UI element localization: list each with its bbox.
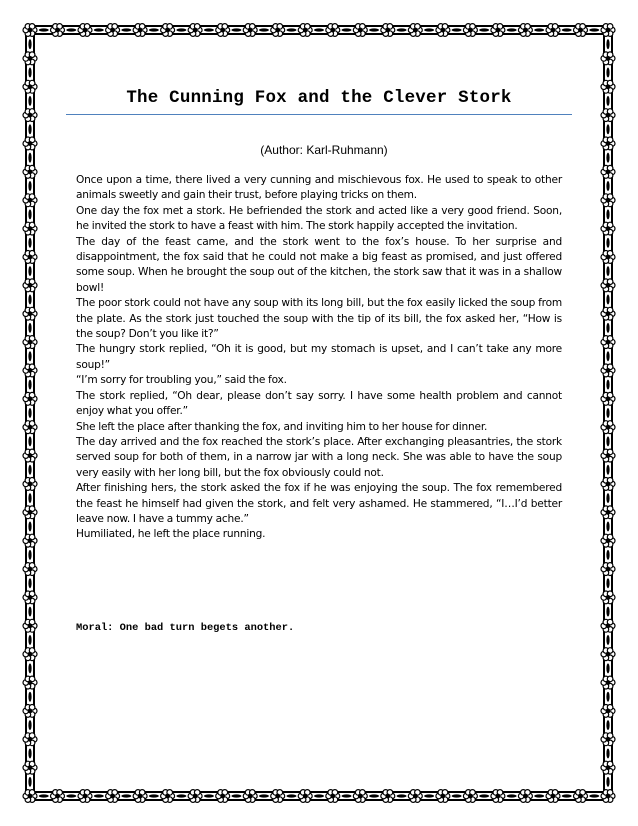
leaf-ornament-icon <box>28 96 31 106</box>
leaf-ornament-icon <box>606 181 609 191</box>
flower-ornament-icon <box>326 24 340 37</box>
leaf-ornament-icon <box>66 794 76 797</box>
leaf-ornament-icon <box>606 295 609 305</box>
leaf-ornament-icon <box>39 794 49 797</box>
flower-ornament-icon <box>381 790 395 803</box>
flower-ornament-icon <box>23 421 37 434</box>
leaf-ornament-icon <box>606 238 609 248</box>
flower-ornament-icon <box>23 137 37 150</box>
leaf-ornament-icon <box>28 692 31 702</box>
flower-ornament-icon <box>601 24 615 37</box>
flower-ornament-icon <box>601 761 615 774</box>
leaf-ornament-icon <box>606 408 609 418</box>
flower-ornament-icon <box>601 364 615 377</box>
flower-ornament-icon <box>23 336 37 349</box>
story-paragraph: After finishing hers, the stork asked the fox if he was enjoying the soup. The fox remembered the feast he himself had given the stork, and felt very ashamed. He stammered, “I…I’d better leave now. I have a tummy ache.” <box>76 482 562 525</box>
leaf-ornament-icon <box>28 39 31 49</box>
leaf-ornament-icon <box>28 748 31 758</box>
flower-ornament-icon <box>601 222 615 235</box>
leaf-ornament-icon <box>507 28 517 31</box>
leaf-ornament-icon <box>606 493 609 503</box>
flower-ornament-icon <box>23 24 37 37</box>
leaf-ornament-icon <box>479 28 489 31</box>
leaf-ornament-icon <box>606 380 609 390</box>
leaf-ornament-icon <box>424 794 434 797</box>
leaf-ornament-icon <box>28 124 31 134</box>
flower-ornament-icon <box>601 506 615 519</box>
flower-ornament-icon <box>23 109 37 122</box>
leaf-ornament-icon <box>259 794 269 797</box>
leaf-ornament-icon <box>28 777 31 787</box>
leaf-ornament-icon <box>606 153 609 163</box>
flower-ornament-icon <box>436 24 450 37</box>
leaf-ornament-icon <box>66 28 76 31</box>
flower-ornament-icon <box>23 364 37 377</box>
flower-ornament-icon <box>23 733 37 746</box>
leaf-ornament-icon <box>424 28 434 31</box>
leaf-ornament-icon <box>606 550 609 560</box>
flower-ornament-icon <box>78 24 92 37</box>
leaf-ornament-icon <box>28 720 31 730</box>
leaf-ornament-icon <box>39 28 49 31</box>
leaf-ornament-icon <box>606 720 609 730</box>
flower-ornament-icon <box>23 392 37 405</box>
flower-ornament-icon <box>408 24 422 37</box>
flower-ornament-icon <box>491 790 505 803</box>
story-paragraph: Humiliated, he left the place running. <box>76 528 266 541</box>
flower-ornament-icon <box>601 591 615 604</box>
flower-ornament-icon <box>601 790 615 803</box>
flower-ornament-icon <box>601 534 615 547</box>
leaf-ornament-icon <box>606 266 609 276</box>
flower-ornament-icon <box>243 24 257 37</box>
leaf-ornament-icon <box>259 28 269 31</box>
leaf-ornament-icon <box>342 28 352 31</box>
flower-ornament-icon <box>216 24 230 37</box>
flower-ornament-icon <box>23 165 37 178</box>
leaf-ornament-icon <box>121 794 131 797</box>
flower-ornament-icon <box>161 790 175 803</box>
leaf-ornament-icon <box>28 209 31 219</box>
story-paragraph: The poor stork could not have any soup with its long bill, but the fox easily licked the soup from the plate. As the stork just touched the soup with the tip of its bill, the fox asked her, “How is the soup? Don’t you like it?” <box>76 297 562 341</box>
leaf-ornament-icon <box>28 408 31 418</box>
flower-ornament-icon <box>23 251 37 264</box>
leaf-ornament-icon <box>28 635 31 645</box>
leaf-ornament-icon <box>28 436 31 446</box>
flower-ornament-icon <box>23 52 37 65</box>
leaf-ornament-icon <box>94 794 104 797</box>
leaf-ornament-icon <box>606 578 609 588</box>
leaf-ornament-icon <box>606 777 609 787</box>
flower-ornament-icon <box>601 733 615 746</box>
leaf-ornament-icon <box>534 28 544 31</box>
flower-ornament-icon <box>161 24 175 37</box>
story-paragraph: One day the fox met a stork. He befriended the stork and acted like a very good friend. Soon, he invited the stork to have a feast with him. The stork happily accepted the invitation. <box>76 204 562 233</box>
leaf-ornament-icon <box>562 28 572 31</box>
story-paragraph: She left the place after thanking the fox, and inviting him to her house for dinner. <box>76 420 488 433</box>
flower-ornament-icon <box>408 790 422 803</box>
flower-ornament-icon <box>243 790 257 803</box>
flower-ornament-icon <box>51 24 65 37</box>
leaf-ornament-icon <box>606 323 609 333</box>
flower-ornament-icon <box>601 705 615 718</box>
leaf-ornament-icon <box>397 794 407 797</box>
flower-ornament-icon <box>518 790 532 803</box>
flower-ornament-icon <box>601 307 615 320</box>
flower-ornament-icon <box>23 790 37 803</box>
flower-ornament-icon <box>601 336 615 349</box>
flower-ornament-icon <box>23 506 37 519</box>
author-line: (Author: Karl-Ruhmann) <box>260 143 388 157</box>
flower-ornament-icon <box>601 80 615 93</box>
leaf-ornament-icon <box>28 380 31 390</box>
leaf-ornament-icon <box>314 794 324 797</box>
flower-ornament-icon <box>23 307 37 320</box>
leaf-ornament-icon <box>342 794 352 797</box>
story-paragraph: “I’m sorry for troubling you,” said the fox. <box>76 374 287 387</box>
leaf-ornament-icon <box>606 436 609 446</box>
story-paragraph: The hungry stork replied, “Oh it is good, but my stomach is upset, and I can’t take any more soup!” <box>76 343 562 371</box>
leaf-ornament-icon <box>28 578 31 588</box>
flower-ornament-icon <box>601 109 615 122</box>
leaf-ornament-icon <box>606 748 609 758</box>
flower-ornament-icon <box>23 563 37 576</box>
leaf-ornament-icon <box>28 550 31 560</box>
flower-ornament-icon <box>601 449 615 462</box>
flower-ornament-icon <box>106 24 120 37</box>
leaf-ornament-icon <box>606 663 609 673</box>
leaf-ornament-icon <box>176 794 186 797</box>
flower-ornament-icon <box>23 761 37 774</box>
leaf-ornament-icon <box>606 607 609 617</box>
leaf-ornament-icon <box>149 28 159 31</box>
flower-ornament-icon <box>106 790 120 803</box>
flower-ornament-icon <box>601 563 615 576</box>
leaf-ornament-icon <box>28 153 31 163</box>
flower-ornament-icon <box>188 24 202 37</box>
flower-ornament-icon <box>326 790 340 803</box>
flower-ornament-icon <box>78 790 92 803</box>
leaf-ornament-icon <box>606 521 609 531</box>
flower-ornament-icon <box>518 24 532 37</box>
flower-ornament-icon <box>23 222 37 235</box>
leaf-ornament-icon <box>28 607 31 617</box>
leaf-ornament-icon <box>176 28 186 31</box>
leaf-ornament-icon <box>606 68 609 78</box>
leaf-ornament-icon <box>28 68 31 78</box>
leaf-ornament-icon <box>606 465 609 475</box>
leaf-ornament-icon <box>606 209 609 219</box>
leaf-ornament-icon <box>28 521 31 531</box>
flower-ornament-icon <box>601 478 615 491</box>
flower-ornament-icon <box>23 194 37 207</box>
flower-ornament-icon <box>381 24 395 37</box>
leaf-ornament-icon <box>589 28 599 31</box>
leaf-ornament-icon <box>121 28 131 31</box>
leaf-ornament-icon <box>534 794 544 797</box>
flower-ornament-icon <box>436 790 450 803</box>
moral-line: Moral: One bad turn begets another. <box>76 621 295 634</box>
leaf-ornament-icon <box>231 794 241 797</box>
leaf-ornament-icon <box>479 794 489 797</box>
flower-ornament-icon <box>23 705 37 718</box>
flower-ornament-icon <box>546 24 560 37</box>
flower-ornament-icon <box>23 534 37 547</box>
flower-ornament-icon <box>574 24 588 37</box>
flower-ornament-icon <box>601 619 615 632</box>
story-paragraph: The day of the feast came, and the stork went to the fox’s house. To her surprise and disappointment, the fox said that he could not make a big feast as promised, and just offered some soup. When he brought the soup out of the kitchen, the stork saw that it was in a shallow bowl! <box>76 235 562 294</box>
leaf-ornament-icon <box>507 794 517 797</box>
leaf-ornament-icon <box>314 28 324 31</box>
flower-ornament-icon <box>23 648 37 661</box>
flower-ornament-icon <box>601 676 615 689</box>
leaf-ornament-icon <box>606 96 609 106</box>
leaf-ornament-icon <box>452 794 462 797</box>
leaf-ornament-icon <box>149 794 159 797</box>
story-paragraph: The day arrived and the fox reached the stork’s place. After exchanging pleasantries, the stork served soup for both of them, in a narrow jar with a long neck. She was able to have the soup very easily with her long bill, but the fox obviously could not. <box>76 435 562 479</box>
leaf-ornament-icon <box>28 323 31 333</box>
flower-ornament-icon <box>546 790 560 803</box>
story-paragraph: The stork replied, “Oh dear, please don’t say sorry. I have some health problem and cannot enjoy what you offer.” <box>76 389 562 418</box>
flower-ornament-icon <box>298 790 312 803</box>
flower-ornament-icon <box>271 790 285 803</box>
flower-ornament-icon <box>601 165 615 178</box>
flower-ornament-icon <box>51 790 65 803</box>
leaf-ornament-icon <box>606 692 609 702</box>
leaf-ornament-icon <box>397 28 407 31</box>
flower-ornament-icon <box>216 790 230 803</box>
flower-ornament-icon <box>23 619 37 632</box>
flower-ornament-icon <box>23 80 37 93</box>
flower-ornament-icon <box>353 790 367 803</box>
flower-ornament-icon <box>353 24 367 37</box>
flower-ornament-icon <box>23 449 37 462</box>
leaf-ornament-icon <box>28 351 31 361</box>
flower-ornament-icon <box>601 421 615 434</box>
leaf-ornament-icon <box>28 295 31 305</box>
leaf-ornament-icon <box>204 794 214 797</box>
flower-ornament-icon <box>601 52 615 65</box>
leaf-ornament-icon <box>286 794 296 797</box>
story-body <box>76 173 562 543</box>
leaf-ornament-icon <box>28 663 31 673</box>
leaf-ornament-icon <box>94 28 104 31</box>
flower-ornament-icon <box>188 790 202 803</box>
flower-ornament-icon <box>23 478 37 491</box>
flower-ornament-icon <box>23 591 37 604</box>
flower-ornament-icon <box>574 790 588 803</box>
flower-ornament-icon <box>491 24 505 37</box>
flower-ornament-icon <box>298 24 312 37</box>
leaf-ornament-icon <box>606 351 609 361</box>
story-title: The Cunning Fox and the Clever Stork <box>126 88 512 108</box>
flower-ornament-icon <box>601 648 615 661</box>
flower-ornament-icon <box>601 392 615 405</box>
leaf-ornament-icon <box>606 39 609 49</box>
flower-ornament-icon <box>133 24 147 37</box>
flower-ornament-icon <box>601 137 615 150</box>
title-underline <box>66 114 572 115</box>
leaf-ornament-icon <box>369 28 379 31</box>
leaf-ornament-icon <box>606 124 609 134</box>
leaf-ornament-icon <box>286 28 296 31</box>
flower-ornament-icon <box>271 24 285 37</box>
leaf-ornament-icon <box>606 635 609 645</box>
flower-ornament-icon <box>463 790 477 803</box>
leaf-ornament-icon <box>204 28 214 31</box>
leaf-ornament-icon <box>452 28 462 31</box>
leaf-ornament-icon <box>28 238 31 248</box>
leaf-ornament-icon <box>28 181 31 191</box>
flower-ornament-icon <box>133 790 147 803</box>
flower-ornament-icon <box>601 279 615 292</box>
leaf-ornament-icon <box>231 28 241 31</box>
leaf-ornament-icon <box>589 794 599 797</box>
flower-ornament-icon <box>23 676 37 689</box>
flower-ornament-icon <box>601 194 615 207</box>
leaf-ornament-icon <box>562 794 572 797</box>
document-content <box>76 88 562 634</box>
flower-ornament-icon <box>463 24 477 37</box>
leaf-ornament-icon <box>369 794 379 797</box>
leaf-ornament-icon <box>28 465 31 475</box>
leaf-ornament-icon <box>28 493 31 503</box>
flower-ornament-icon <box>601 251 615 264</box>
flower-ornament-icon <box>23 279 37 292</box>
story-paragraph: Once upon a time, there lived a very cunning and mischievous fox. He used to speak to other animals sweetly and gain their trust, before playing tricks on them. <box>76 174 562 202</box>
leaf-ornament-icon <box>28 266 31 276</box>
